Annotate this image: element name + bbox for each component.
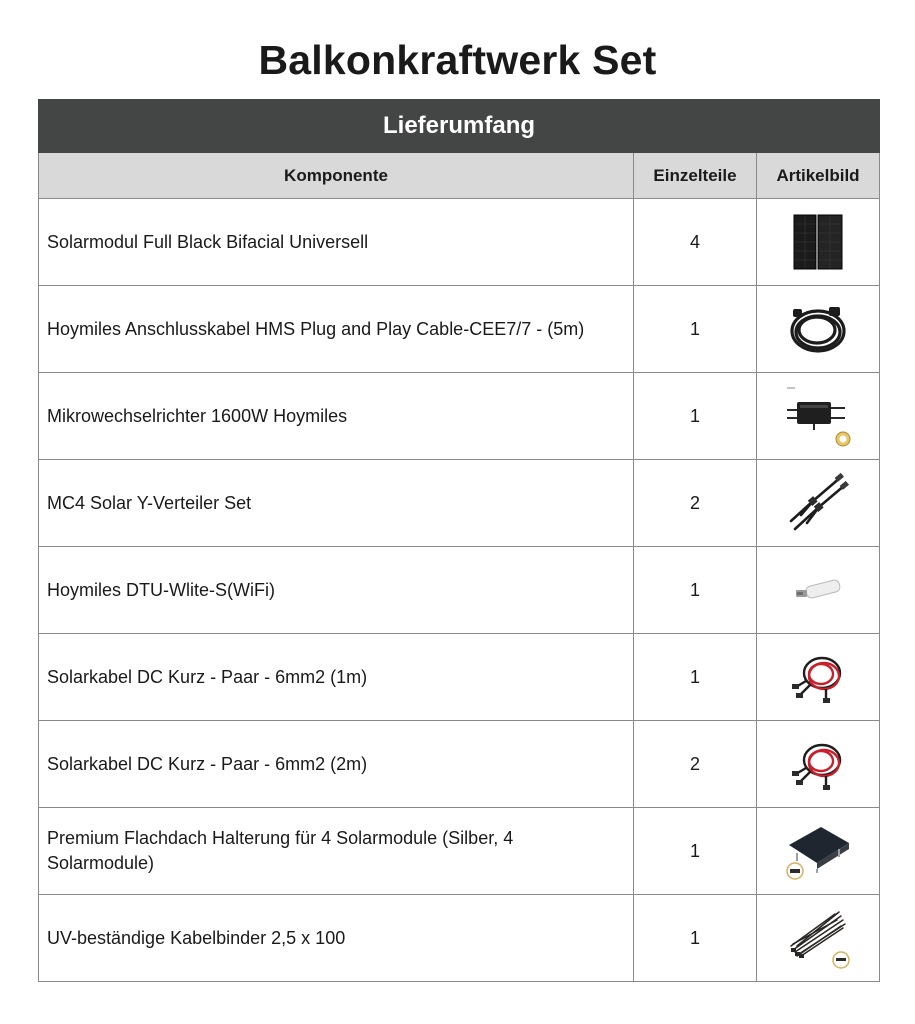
parts-count: 2 [634, 721, 757, 808]
coiled-cable-icon [757, 286, 880, 373]
table-caption: Lieferumfang [39, 100, 880, 153]
component-name: Solarkabel DC Kurz - Paar - 6mm2 (1m) [39, 634, 634, 721]
parts-count: 4 [634, 199, 757, 286]
parts-count: 1 [634, 547, 757, 634]
table-row [39, 199, 880, 286]
table-row [39, 634, 880, 721]
solar-cable-pair-icon [757, 721, 880, 808]
page-title: Balkonkraftwerk Set [258, 37, 657, 83]
cable-ties-icon [757, 895, 880, 982]
component-name: Solarmodul Full Black Bifacial Universell [39, 199, 634, 286]
parts-count: 1 [634, 895, 757, 982]
component-name: MC4 Solar Y-Verteiler Set [39, 460, 634, 547]
parts-count: 1 [634, 808, 757, 895]
column-header-parts: Einzelteile [634, 153, 757, 199]
table-header-row [39, 153, 880, 199]
table-row [39, 808, 880, 895]
table-row [39, 547, 880, 634]
table-row [39, 721, 880, 808]
wifi-stick-icon [757, 547, 880, 634]
column-header-component: Komponente [39, 153, 634, 199]
table-caption-row [39, 100, 880, 153]
component-name: UV-beständige Kabelbinder 2,5 x 100 [39, 895, 634, 982]
flat-roof-mount-icon [757, 808, 880, 895]
parts-count: 2 [634, 460, 757, 547]
component-name: Premium Flachdach Halterung für 4 Solarmodule (Silber, 4 Solarmodule) [39, 808, 634, 895]
parts-count: 1 [634, 286, 757, 373]
parts-count: 1 [634, 373, 757, 460]
solar-panel-icon [757, 199, 880, 286]
parts-table [38, 99, 880, 982]
table-row [39, 373, 880, 460]
parts-count: 1 [634, 634, 757, 721]
component-name: Solarkabel DC Kurz - Paar - 6mm2 (2m) [39, 721, 634, 808]
solar-cable-pair-icon [757, 634, 880, 721]
column-header-image: Artikelbild [757, 153, 880, 199]
table-row [39, 286, 880, 373]
component-name: Hoymiles Anschlusskabel HMS Plug and Play Cable-CEE7/7 - (5m) [39, 286, 634, 373]
component-name: Mikrowechselrichter 1600W Hoymiles [39, 373, 634, 460]
y-splitter-icon [757, 460, 880, 547]
table-row [39, 460, 880, 547]
component-name: Hoymiles DTU-Wlite-S(WiFi) [39, 547, 634, 634]
microinverter-icon [757, 373, 880, 460]
table-row [39, 895, 880, 982]
